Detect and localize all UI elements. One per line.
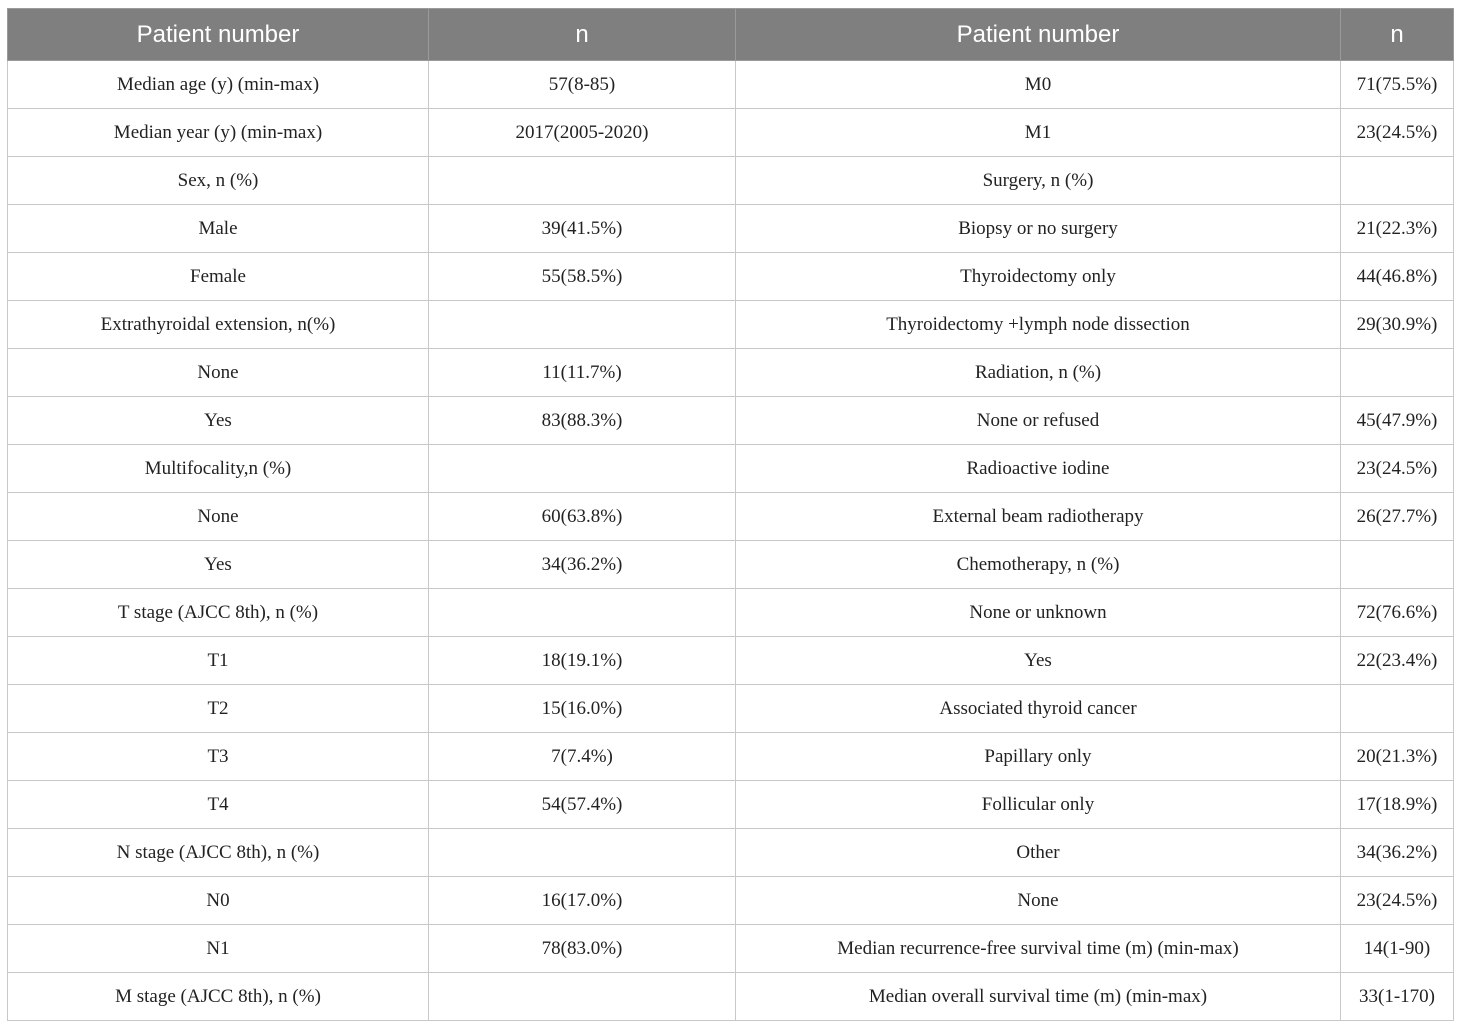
cell-value-right [1341, 685, 1454, 733]
table-row [8, 637, 1454, 685]
cell-characteristic-left: Yes [8, 397, 429, 445]
cell-characteristic-left: T3 [8, 733, 429, 781]
cell-characteristic-left: None [8, 493, 429, 541]
cell-characteristic-left: Median age (y) (min-max) [8, 61, 429, 109]
cell-characteristic-right: M1 [736, 109, 1341, 157]
cell-value-right [1341, 541, 1454, 589]
cell-characteristic-left: N1 [8, 925, 429, 973]
cell-value-right: 29(30.9%) [1341, 301, 1454, 349]
cell-characteristic-right: Other [736, 829, 1341, 877]
table-header [8, 9, 1454, 61]
cell-characteristic-left: T1 [8, 637, 429, 685]
table-row [8, 829, 1454, 877]
cell-value-right: 26(27.7%) [1341, 493, 1454, 541]
cell-value-left: 2017(2005-2020) [429, 109, 736, 157]
table-row [8, 685, 1454, 733]
cell-characteristic-right: Associated thyroid cancer [736, 685, 1341, 733]
cell-characteristic-right: Radioactive iodine [736, 445, 1341, 493]
cell-characteristic-right: M0 [736, 61, 1341, 109]
cell-value-right: 17(18.9%) [1341, 781, 1454, 829]
cell-characteristic-right: None or refused [736, 397, 1341, 445]
table-row [8, 253, 1454, 301]
cell-value-left: 57(8-85) [429, 61, 736, 109]
table-row [8, 877, 1454, 925]
cell-value-right: 23(24.5%) [1341, 109, 1454, 157]
table-row [8, 733, 1454, 781]
cell-characteristic-left: N0 [8, 877, 429, 925]
cell-value-left: 78(83.0%) [429, 925, 736, 973]
header-cell-patient-number-left: Patient number [8, 9, 429, 61]
cell-value-left: 11(11.7%) [429, 349, 736, 397]
cell-characteristic-left: Male [8, 205, 429, 253]
cell-value-left: 55(58.5%) [429, 253, 736, 301]
cell-value-right: 20(21.3%) [1341, 733, 1454, 781]
cell-characteristic-left: Sex, n (%) [8, 157, 429, 205]
cell-value-right: 33(1-170) [1341, 973, 1454, 1021]
cell-characteristic-left: N stage (AJCC 8th), n (%) [8, 829, 429, 877]
cell-characteristic-right: Median recurrence-free survival time (m) (min-max) [736, 925, 1341, 973]
cell-value-left: 39(41.5%) [429, 205, 736, 253]
cell-characteristic-left: T stage (AJCC 8th), n (%) [8, 589, 429, 637]
table-row [8, 301, 1454, 349]
cell-value-right: 71(75.5%) [1341, 61, 1454, 109]
cell-value-left: 7(7.4%) [429, 733, 736, 781]
cell-characteristic-right: None or unknown [736, 589, 1341, 637]
cell-value-left [429, 445, 736, 493]
cell-value-right: 34(36.2%) [1341, 829, 1454, 877]
cell-value-left: 54(57.4%) [429, 781, 736, 829]
cell-characteristic-left: Multifocality,n (%) [8, 445, 429, 493]
cell-value-right [1341, 349, 1454, 397]
cell-value-right: 72(76.6%) [1341, 589, 1454, 637]
cell-value-right: 21(22.3%) [1341, 205, 1454, 253]
cell-characteristic-right: Follicular only [736, 781, 1341, 829]
cell-characteristic-right: Radiation, n (%) [736, 349, 1341, 397]
table-row [8, 493, 1454, 541]
cell-value-right: 14(1-90) [1341, 925, 1454, 973]
cell-value-right: 22(23.4%) [1341, 637, 1454, 685]
table-row [8, 61, 1454, 109]
cell-value-right: 23(24.5%) [1341, 877, 1454, 925]
cell-value-right: 23(24.5%) [1341, 445, 1454, 493]
cell-value-left: 16(17.0%) [429, 877, 736, 925]
table-row [8, 349, 1454, 397]
cell-characteristic-left: T4 [8, 781, 429, 829]
cell-value-left: 18(19.1%) [429, 637, 736, 685]
table-row [8, 157, 1454, 205]
cell-characteristic-right: Thyroidectomy only [736, 253, 1341, 301]
cell-characteristic-left: Female [8, 253, 429, 301]
table-row [8, 205, 1454, 253]
cell-value-left: 83(88.3%) [429, 397, 736, 445]
table-row [8, 781, 1454, 829]
cell-characteristic-left: Extrathyroidal extension, n(%) [8, 301, 429, 349]
header-row [8, 9, 1454, 61]
cell-characteristic-right: Median overall survival time (m) (min-max) [736, 973, 1341, 1021]
cell-characteristic-left: M stage (AJCC 8th), n (%) [8, 973, 429, 1021]
header-cell-patient-number-right: Patient number [736, 9, 1341, 61]
cell-value-right: 45(47.9%) [1341, 397, 1454, 445]
cell-value-right: 44(46.8%) [1341, 253, 1454, 301]
cell-value-left [429, 589, 736, 637]
patient-characteristics-table-wrapper [7, 8, 1453, 1021]
patient-characteristics-table [7, 8, 1454, 1021]
table-row [8, 589, 1454, 637]
cell-value-left: 34(36.2%) [429, 541, 736, 589]
cell-characteristic-right: Chemotherapy, n (%) [736, 541, 1341, 589]
table-row [8, 397, 1454, 445]
cell-value-left [429, 301, 736, 349]
cell-characteristic-right: Surgery, n (%) [736, 157, 1341, 205]
cell-characteristic-right: Thyroidectomy +lymph node dissection [736, 301, 1341, 349]
table-row [8, 973, 1454, 1021]
table-body [8, 61, 1454, 1021]
cell-characteristic-left: None [8, 349, 429, 397]
cell-value-left [429, 157, 736, 205]
cell-value-left: 60(63.8%) [429, 493, 736, 541]
cell-value-left: 15(16.0%) [429, 685, 736, 733]
table-row [8, 109, 1454, 157]
cell-characteristic-right: Papillary only [736, 733, 1341, 781]
cell-characteristic-right: Biopsy or no surgery [736, 205, 1341, 253]
cell-characteristic-left: Median year (y) (min-max) [8, 109, 429, 157]
cell-value-left [429, 829, 736, 877]
table-row [8, 925, 1454, 973]
cell-characteristic-left: T2 [8, 685, 429, 733]
header-cell-n-left: n [429, 9, 736, 61]
table-row [8, 541, 1454, 589]
table-row [8, 445, 1454, 493]
cell-value-right [1341, 157, 1454, 205]
cell-characteristic-right: External beam radiotherapy [736, 493, 1341, 541]
cell-characteristic-left: Yes [8, 541, 429, 589]
cell-value-left [429, 973, 736, 1021]
header-cell-n-right: n [1341, 9, 1454, 61]
cell-characteristic-right: None [736, 877, 1341, 925]
cell-characteristic-right: Yes [736, 637, 1341, 685]
